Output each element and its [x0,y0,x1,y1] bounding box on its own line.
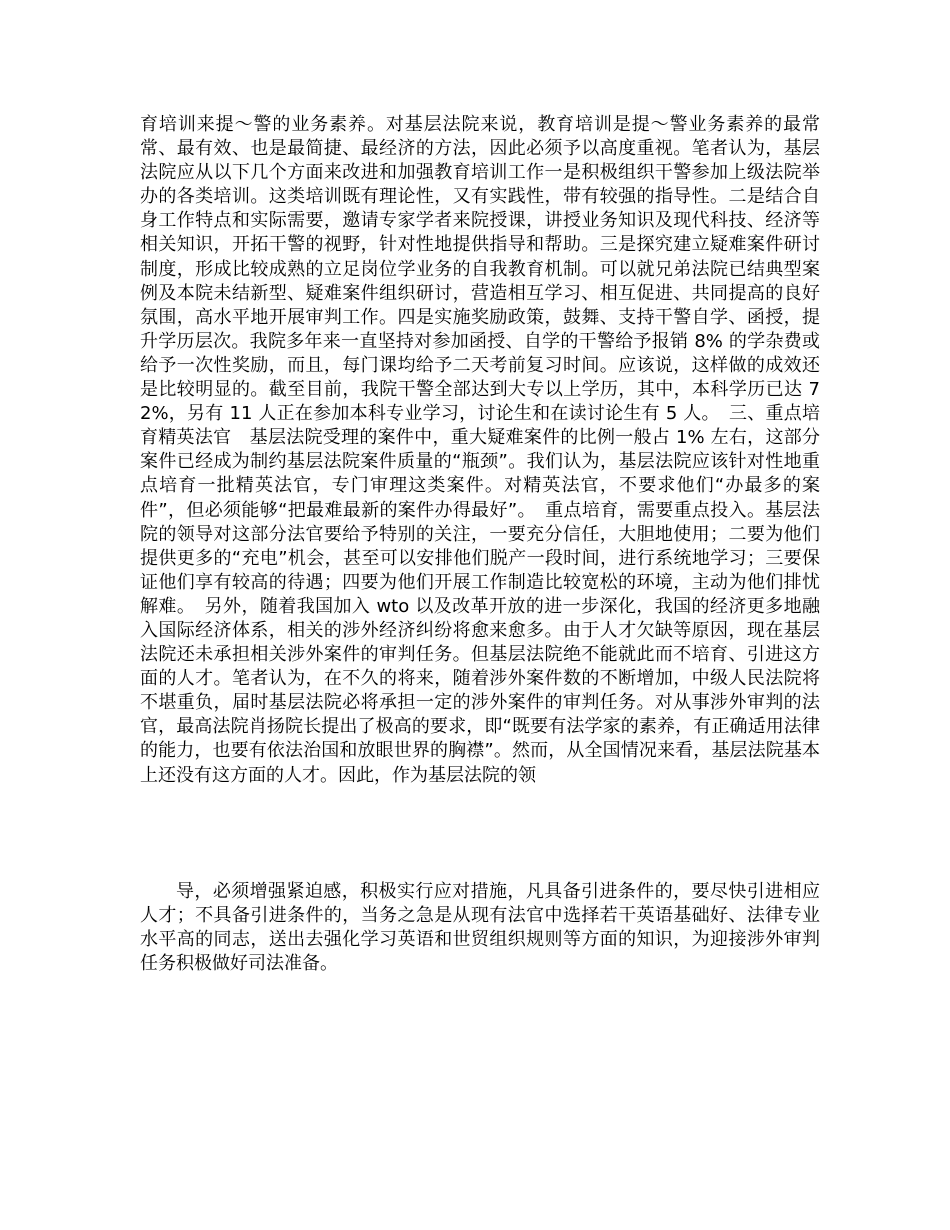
body-paragraph-2: 导，必须增强紧迫感，积极实行应对措施，凡具备引进条件的，要尽快引进相应人才；不具备引进条件的，当务之急是从现有法官中选择若干英语基础好、法律专业水平高的同志，送出去强化学习英语和世贸组织规则等方面的知识，为迎接涉外审判任务积极做好司法准备。 [140,881,820,975]
body-paragraph-1: 育培训来提～警的业务素养。对基层法院来说，教育培训是提～警业务素养的最常常、最有效、也是最简捷、最经济的方法，因此必须予以高度重视。笔者认为，基层法院应从以下几个方面来改进和加强教育培训工作一是积极组织干警参加上级法院举办的各类培训。这类培训既有理论性，又有实践性，带有较强的指导性。二是结合自身工作特点和实际需要，邀请专家学者来院授课，讲授业务知识及现代科技、经济等相关知识，开拓干警的视野，针对性地提供指导和帮助。三是探究建立疑难案件研讨制度，形成比较成熟的立足岗位学业务的自我教育机制。可以就兄弟法院已结典型案例及本院未结新型、疑难案件组织研讨，营造相互学习、相互促进、共同提高的良好氛围，高水平地开展审判工作。四是实施奖励政策，鼓舞、支持干警自学、函授，提升学历层次。我院多年来一直坚持对参加函授、自学的干警给予报销 8% 的学杂费或给予一次性奖励，而且，每门课均给予二天考前复习时间。应该说，这样做的成效还是比较明显的。截至目前，我院干警全部达到大专以上学历，其中，本科学历已达 72%，另有 11 人正在参加本科专业学习，讨论生和在读讨论生有 5 人。 三、重点培育精英法官 基层法院受理的案件中，重大疑难案件的比例一般占 1% 左右，这部分案件已经成为制约基层法院案件质量的“瓶颈”。我们认为，基层法院应该针对性地重点培育一批精英法官，专门审理这类案件。对精英法官，不要求他们“办最多的案件”，但必须能够“把最难最新的案件办得最好”。 重点培育，需要重点投入。基层法院的领导对这部分法官要给予特别的关注，一要充分信任，大胆地使用；二要为他们提供更多的“充电”机会，甚至可以安排他们脱产一段时间，进行系统地学习；三要保证他们享有较高的待遇；四要为他们开展工作制造比较宽松的环境，主动为他们排忧解难。 另外，随着我国加入 wto 以及改革开放的进一步深化，我国的经济更多地融入国际经济体系，相关的涉外经济纠纷将愈来愈多。由于人才欠缺等原因，现在基层法院还未承担相关涉外案件的审判任务。但基层法院绝不能就此而不培育、引进这方面的人才。笔者认为，在不久的将来，随着涉外案件数的不断增加，中级人民法院将不堪重负，届时基层法院必将承担一定的涉外案件的审判任务。对从事涉外审判的法官，最高法院肖扬院长提出了极高的要求，即“既要有法学家的素养，有正确适用法律的能力，也要有依法治国和放眼世界的胸襟”。然而，从全国情况来看，基层法院基本上还没有这方面的人才。因此，作为基层法院的领 [140,114,820,786]
